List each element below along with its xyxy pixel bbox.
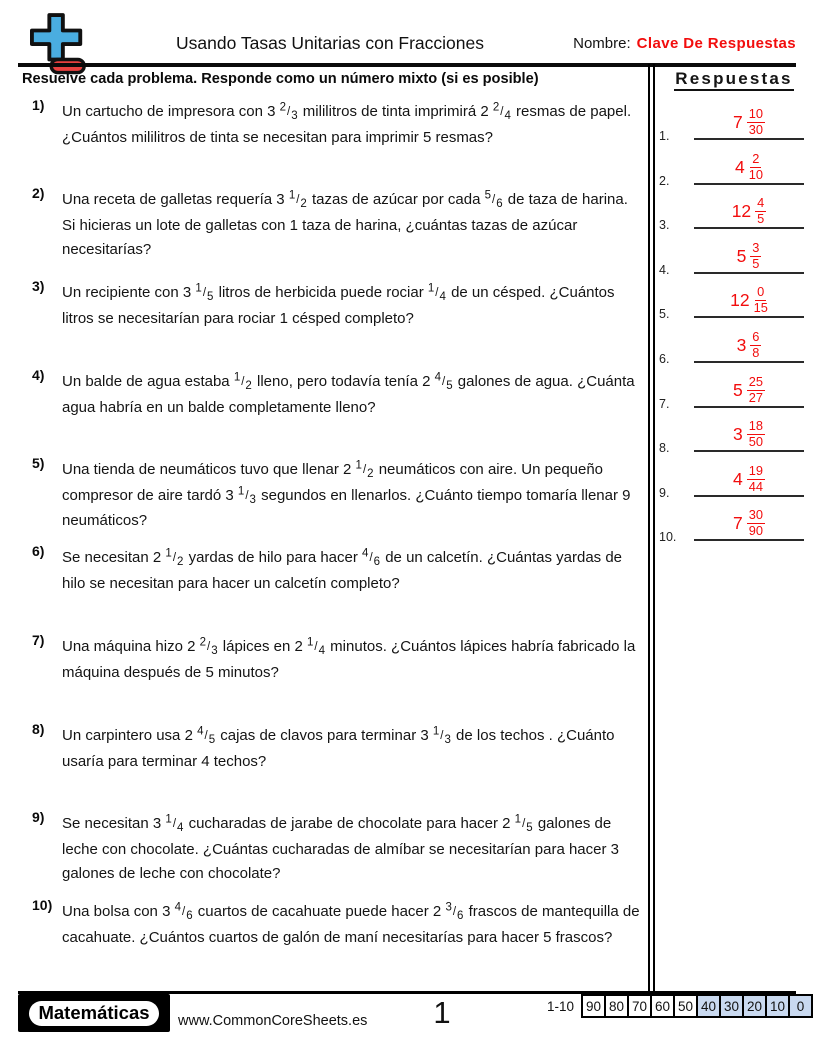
problem-item bbox=[32, 97, 645, 150]
answer-number: 6. bbox=[659, 352, 670, 366]
fraction-denominator: 6 bbox=[457, 910, 464, 922]
problem-text: Una tienda de neumáticos tuvo que llenar 2 1/2 neumáticos con aire. Un pequeño compresor de aire tardó 3 1/3 segundos en llenarlos. ¿Cuánto tiempo tomaría llenar 9 neumáticos? bbox=[62, 458, 645, 534]
fraction-slash: / bbox=[500, 106, 504, 118]
fraction-slash: / bbox=[435, 287, 439, 299]
fraction-slash: / bbox=[522, 818, 526, 830]
mixed-number-whole: 4 bbox=[733, 468, 743, 489]
problem-number: 9) bbox=[32, 809, 45, 825]
answer-value bbox=[694, 330, 804, 360]
mixed-number-whole: 12 bbox=[730, 289, 750, 310]
fraction-denominator: 30 bbox=[748, 122, 763, 138]
fraction-slash: / bbox=[369, 552, 373, 564]
score-cell: 40 bbox=[696, 994, 721, 1018]
fraction-numerator: 2 bbox=[492, 101, 500, 114]
answer-number: 7. bbox=[659, 397, 670, 411]
answer-row bbox=[656, 102, 812, 143]
score-cell: 50 bbox=[673, 994, 698, 1018]
inline-fraction bbox=[435, 373, 454, 390]
mixed-number-whole: 3 bbox=[736, 334, 747, 355]
fraction-numerator: 1 bbox=[432, 725, 440, 738]
problem-number: 2) bbox=[32, 185, 45, 201]
fraction-denominator: 3 bbox=[249, 493, 256, 506]
fraction-numerator: 4 bbox=[434, 371, 442, 384]
fraction-slash: / bbox=[241, 376, 245, 388]
fraction-numerator: 0 bbox=[757, 284, 765, 300]
problem-text: Se necesitan 3 1/4 cucharadas de jarabe de chocolate para hacer 2 1/5 galones de leche con chocolate. ¿Cuántas cucharadas de almíbar se necesitarían para hacer 3 galones de leche con chocolate? bbox=[62, 812, 645, 887]
inline-fraction bbox=[515, 815, 534, 832]
fraction-denominator: 5 bbox=[207, 291, 214, 303]
commoncoresheets-logo bbox=[30, 12, 88, 78]
problem-text: Se necesitan 2 1/2 yardas de hilo para hacer 4/6 de un calcetín. ¿Cuántas yardas de hilo se necesitan para hacer un calcetín completo? bbox=[62, 546, 645, 596]
answers-heading-label: Respuestas bbox=[674, 69, 793, 91]
fraction-denominator: 3 bbox=[444, 734, 451, 746]
answer-value bbox=[694, 508, 804, 538]
mixed-number-whole: 7 bbox=[733, 111, 743, 132]
inline-fraction bbox=[289, 191, 308, 208]
score-cell: 60 bbox=[650, 994, 675, 1018]
answer-fraction bbox=[747, 375, 765, 405]
fraction-denominator: 5 bbox=[446, 380, 453, 392]
answer-number: 10. bbox=[659, 530, 677, 544]
answer-blank-line bbox=[694, 361, 804, 363]
answer-row bbox=[656, 191, 812, 232]
name-label: Nombre: bbox=[573, 35, 631, 52]
fraction-numerator: 4 bbox=[174, 901, 181, 914]
fraction-numerator: 1 bbox=[195, 282, 202, 295]
fraction-denominator: 4 bbox=[504, 110, 511, 122]
answer-row bbox=[656, 459, 812, 500]
page-number: 1 bbox=[433, 995, 451, 1030]
problem-number: 10) bbox=[32, 897, 53, 913]
answer-fraction bbox=[750, 241, 761, 271]
fraction-denominator: 2 bbox=[245, 380, 252, 392]
fraction-numerator: 2 bbox=[752, 151, 760, 167]
answer-value bbox=[694, 375, 804, 405]
brand-name: Matemáticas bbox=[29, 1001, 158, 1026]
answer-fraction bbox=[754, 285, 768, 315]
answer-value bbox=[694, 419, 804, 449]
fraction-denominator: 2 bbox=[367, 468, 374, 480]
page-title: Usando Tasas Unitarias con Fracciones bbox=[175, 33, 485, 53]
fraction-slash: / bbox=[202, 287, 207, 299]
fraction-slash: / bbox=[492, 194, 496, 206]
brand-badge bbox=[18, 994, 170, 1032]
mixed-number-whole: 5 bbox=[733, 379, 743, 400]
fraction-numerator: 4 bbox=[362, 547, 369, 560]
problem-item bbox=[32, 721, 645, 774]
fraction-slash: / bbox=[362, 464, 367, 476]
fraction-slash: / bbox=[172, 818, 177, 830]
score-cell: 0 bbox=[788, 994, 813, 1018]
score-cell: 30 bbox=[719, 994, 744, 1018]
fraction-denominator: 15 bbox=[753, 300, 768, 316]
answer-number: 3. bbox=[659, 218, 670, 232]
problem-item bbox=[32, 185, 645, 263]
answer-number: 1. bbox=[659, 129, 670, 143]
problem-item bbox=[32, 632, 645, 685]
website-url: www.CommonCoreSheets.es bbox=[178, 1013, 368, 1029]
answer-row bbox=[656, 147, 812, 188]
inline-fraction bbox=[165, 815, 184, 832]
fraction-numerator: 1 bbox=[165, 547, 172, 560]
problem-text: Un carpintero usa 2 4/5 cajas de clavos para terminar 3 1/3 de los techos . ¿Cuánto usaría para terminar 4 techos? bbox=[62, 724, 645, 774]
fraction-denominator: 5 bbox=[757, 211, 765, 227]
answer-row bbox=[656, 236, 812, 277]
fraction-slash: / bbox=[287, 106, 291, 118]
fraction-denominator: 4 bbox=[177, 822, 184, 834]
problem-number: 3) bbox=[32, 278, 45, 294]
fraction-numerator: 25 bbox=[748, 374, 763, 390]
fraction-numerator: 1 bbox=[165, 813, 172, 826]
inline-fraction bbox=[445, 903, 464, 920]
fraction-denominator: 44 bbox=[748, 479, 763, 495]
fraction-slash: / bbox=[204, 730, 208, 742]
inline-fraction bbox=[280, 103, 299, 120]
answer-fraction bbox=[755, 196, 766, 226]
fraction-numerator: 19 bbox=[748, 463, 763, 479]
problem-item bbox=[32, 455, 645, 534]
problem-number: 8) bbox=[32, 721, 45, 737]
answer-fraction bbox=[747, 508, 765, 538]
answer-blank-line bbox=[694, 450, 804, 452]
mixed-number-whole: 12 bbox=[731, 200, 752, 221]
answer-fraction bbox=[749, 152, 763, 182]
column-divider bbox=[648, 64, 655, 992]
answers-heading bbox=[658, 69, 810, 89]
fraction-numerator: 3 bbox=[752, 240, 760, 256]
fraction-slash: / bbox=[296, 194, 300, 206]
mixed-number-whole: 4 bbox=[735, 156, 745, 177]
score-table bbox=[547, 994, 813, 1018]
fraction-denominator: 3 bbox=[291, 110, 298, 122]
fraction-denominator: 2 bbox=[177, 556, 184, 568]
answer-fraction bbox=[747, 107, 765, 137]
answer-value bbox=[694, 241, 804, 271]
inline-fraction bbox=[234, 373, 253, 390]
fraction-denominator: 5 bbox=[208, 734, 216, 746]
fraction-denominator: 3 bbox=[211, 645, 218, 657]
fraction-numerator: 1 bbox=[355, 459, 362, 472]
problem-text: Una receta de galletas requería 3 1/2 tazas de azúcar por cada 5/6 de taza de harina. Si hicieras un lote de galletas con 1 taza de harina, ¿cuántas tazas de azúcar necesitarías? bbox=[62, 188, 645, 263]
fraction-slash: / bbox=[207, 641, 211, 653]
fraction-denominator: 6 bbox=[496, 198, 503, 210]
fraction-numerator: 1 bbox=[427, 282, 435, 295]
fraction-denominator: 27 bbox=[748, 390, 763, 406]
fraction-denominator: 10 bbox=[748, 167, 763, 183]
score-cell: 90 bbox=[581, 994, 606, 1018]
fraction-numerator: 1 bbox=[288, 189, 296, 202]
answer-value bbox=[694, 107, 804, 137]
answer-value bbox=[694, 152, 804, 182]
answer-value bbox=[694, 464, 804, 494]
answer-blank-line bbox=[694, 183, 804, 185]
fraction-slash: / bbox=[314, 641, 318, 653]
fraction-denominator: 2 bbox=[300, 198, 307, 210]
problem-item bbox=[32, 897, 645, 950]
answer-fraction bbox=[747, 419, 765, 449]
problem-item bbox=[32, 278, 645, 331]
fraction-numerator: 30 bbox=[748, 507, 763, 523]
answer-blank-line bbox=[694, 495, 804, 497]
fraction-denominator: 90 bbox=[748, 523, 763, 539]
fraction-denominator: 50 bbox=[748, 434, 763, 450]
answer-blank-line bbox=[694, 406, 804, 408]
fraction-numerator: 1 bbox=[514, 813, 522, 826]
score-cells bbox=[581, 994, 813, 1018]
name-row bbox=[573, 35, 796, 52]
fraction-denominator: 6 bbox=[373, 556, 381, 568]
fraction-denominator: 4 bbox=[439, 291, 446, 303]
answer-row bbox=[656, 414, 812, 455]
fraction-slash: / bbox=[452, 906, 457, 918]
inline-fraction bbox=[362, 549, 381, 566]
fraction-numerator: 4 bbox=[757, 195, 765, 211]
problem-text: Un cartucho de impresora con 3 2/3 mililitros de tinta imprimirá 2 2/4 resmas de papel. ¿Cuántos mililitros de tinta se necesitan para imprimir 5 resmas? bbox=[62, 100, 645, 150]
answer-blank-line bbox=[694, 227, 804, 229]
fraction-numerator: 2 bbox=[199, 636, 206, 649]
fraction-denominator: 6 bbox=[186, 910, 193, 922]
problem-text: Un balde de agua estaba 1/2 lleno, pero todavía tenía 2 4/5 galones de agua. ¿Cuánta agua habría en un balde completamente lleno? bbox=[62, 370, 645, 420]
inline-fraction bbox=[433, 727, 452, 744]
mixed-number-whole: 7 bbox=[733, 512, 743, 533]
fraction-slash: / bbox=[440, 730, 444, 742]
inline-fraction bbox=[493, 103, 512, 120]
fraction-slash: / bbox=[172, 552, 177, 564]
score-cell: 80 bbox=[604, 994, 629, 1018]
problem-text: Una máquina hizo 2 2/3 lápices en 2 1/4 minutos. ¿Cuántos lápices habría fabricado la máquina después de 5 minutos? bbox=[62, 635, 645, 685]
answer-blank-line bbox=[694, 272, 804, 274]
answer-key-label: Clave De Respuestas bbox=[636, 35, 796, 52]
problem-number: 5) bbox=[32, 455, 45, 471]
answer-value bbox=[694, 196, 804, 226]
problem-text: Un recipiente con 3 1/5 litros de herbicida puede rociar 1/4 de un césped. ¿Cuántos litros se necesitarían para rociar 1 césped completo? bbox=[62, 281, 645, 331]
answer-row bbox=[656, 280, 812, 321]
fraction-numerator: 6 bbox=[752, 329, 760, 345]
answer-row bbox=[656, 370, 812, 411]
problem-item bbox=[32, 367, 645, 420]
answer-fraction bbox=[747, 464, 765, 494]
fraction-numerator: 1 bbox=[307, 636, 314, 649]
fraction-numerator: 10 bbox=[748, 106, 763, 122]
answer-blank-line bbox=[694, 138, 804, 140]
fraction-numerator: 18 bbox=[748, 418, 763, 434]
problem-item bbox=[32, 543, 645, 596]
problem-number: 7) bbox=[32, 632, 45, 648]
inline-fraction bbox=[165, 549, 184, 566]
header-divider bbox=[18, 63, 796, 67]
answer-row bbox=[656, 325, 812, 366]
answer-number: 9. bbox=[659, 486, 670, 500]
inline-fraction bbox=[200, 638, 219, 655]
score-range-label: 1-10 bbox=[546, 999, 574, 1014]
fraction-numerator: 5 bbox=[484, 189, 492, 202]
score-cell: 70 bbox=[627, 994, 652, 1018]
problem-number: 1) bbox=[32, 97, 45, 113]
fraction-numerator: 4 bbox=[197, 725, 204, 738]
answer-value bbox=[694, 285, 804, 315]
fraction-slash: / bbox=[245, 489, 249, 502]
inline-fraction bbox=[175, 903, 194, 920]
plus-icon bbox=[32, 15, 80, 59]
fraction-denominator: 5 bbox=[526, 822, 533, 834]
inline-fraction bbox=[307, 638, 326, 655]
problem-number: 6) bbox=[32, 543, 45, 559]
fraction-denominator: 4 bbox=[318, 645, 326, 657]
inline-fraction bbox=[197, 727, 216, 744]
problem-text: Una bolsa con 3 4/6 cuartos de cacahuate puede hacer 2 3/6 frascos de mantequilla de cacahuate. ¿Cuántos cuartos de galón de maní necesitarías para hacer 5 frascos? bbox=[62, 900, 645, 950]
inline-fraction bbox=[356, 461, 375, 478]
fraction-numerator: 2 bbox=[279, 101, 287, 114]
answer-number: 2. bbox=[659, 174, 670, 188]
answer-blank-line bbox=[694, 539, 804, 541]
inline-fraction bbox=[428, 284, 447, 301]
fraction-numerator: 3 bbox=[445, 901, 452, 914]
mixed-number-whole: 3 bbox=[733, 423, 743, 444]
inline-fraction bbox=[485, 191, 504, 208]
inline-fraction bbox=[238, 487, 257, 504]
fraction-numerator: 1 bbox=[233, 371, 241, 384]
problem-item bbox=[32, 809, 645, 887]
fraction-slash: / bbox=[181, 906, 186, 918]
answer-blank-line bbox=[694, 316, 804, 318]
score-cell: 10 bbox=[765, 994, 790, 1018]
instructions-text: Resuelve cada problema. Responde como un número mixto (si es posible) bbox=[22, 71, 539, 87]
answer-number: 4. bbox=[659, 263, 670, 277]
fraction-denominator: 5 bbox=[752, 256, 760, 272]
fraction-numerator: 1 bbox=[237, 485, 245, 497]
problem-number: 4) bbox=[32, 367, 45, 383]
score-cell: 20 bbox=[742, 994, 767, 1018]
answer-number: 8. bbox=[659, 441, 670, 455]
mixed-number-whole: 5 bbox=[736, 245, 747, 266]
answer-fraction bbox=[750, 330, 761, 360]
fraction-slash: / bbox=[442, 376, 446, 388]
fraction-denominator: 8 bbox=[752, 345, 760, 361]
inline-fraction bbox=[195, 284, 214, 301]
answer-number: 5. bbox=[659, 307, 670, 321]
answer-row bbox=[656, 503, 812, 544]
